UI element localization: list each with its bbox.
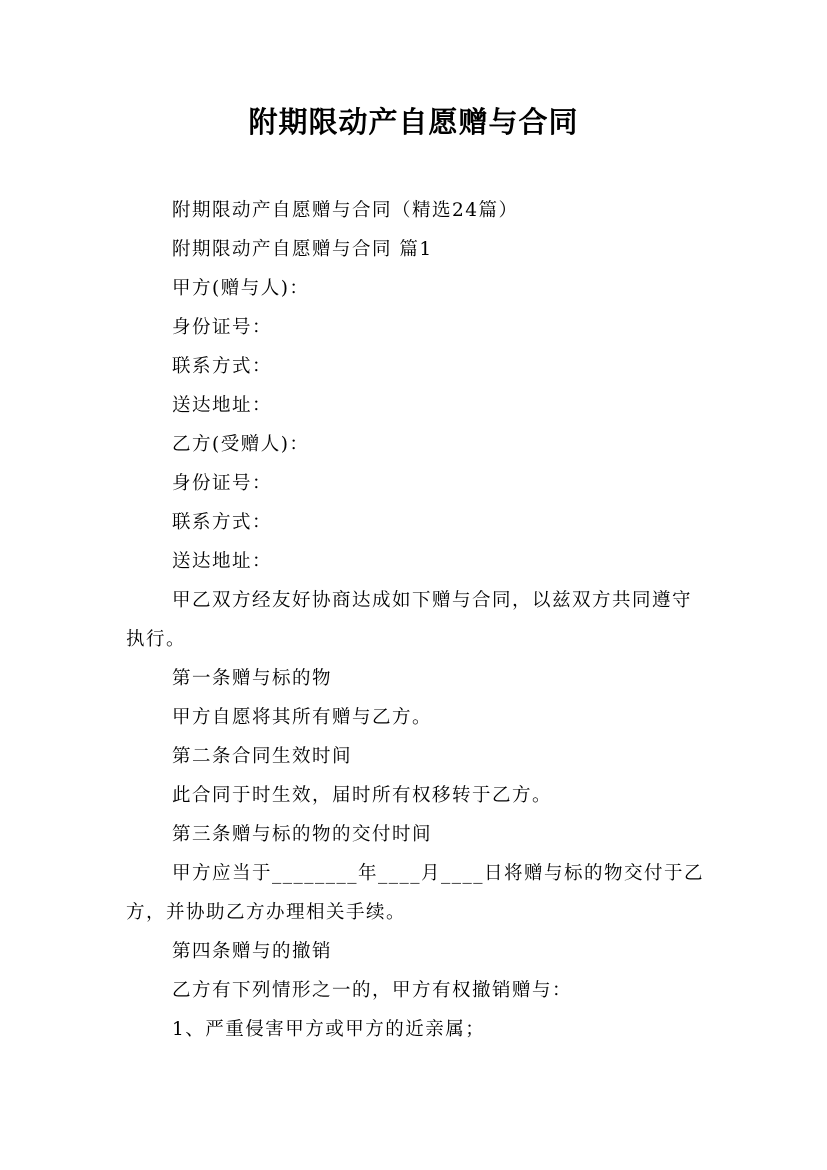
paragraph-article-4-heading: 第四条赠与的撤销 [172, 941, 333, 962]
paragraph-party-b-id: 身份证号： [172, 473, 273, 494]
paragraph-article-3-heading: 第三条赠与标的物的交付时间 [172, 824, 433, 845]
paragraph-party-b-contact: 联系方式： [172, 512, 273, 533]
paragraph-article-4-item-1: 1、严重侵害甲方或甲方的近亲属； [172, 1019, 486, 1040]
paragraph-article-2-text: 此合同于时生效，届时所有权移转于乙方。 [172, 785, 553, 806]
paragraph-party-a: 甲方(赠与人)： [172, 278, 310, 299]
paragraph-article-2-heading: 第二条合同生效时间 [172, 746, 353, 767]
paragraph-heading-collection: 附期限动产自愿赠与合同（精选24篇） [172, 200, 519, 221]
paragraph-article-1-text: 甲方自愿将其所有赠与乙方。 [172, 707, 433, 728]
paragraph-article-1-heading: 第一条赠与标的物 [172, 668, 333, 689]
document-body [126, 191, 706, 1049]
paragraph-article-3-text: 甲方应当于________年____月____日将赠与标的物交付于乙方，并协助乙方办理相关手续。 [126, 863, 705, 923]
paragraph-party-b-address: 送达地址： [172, 551, 273, 572]
paragraph-party-a-address: 送达地址： [172, 395, 273, 416]
paragraph-agreement-intro: 甲乙双方经友好协商达成如下赠与合同，以兹双方共同遵守执行。 [126, 590, 693, 650]
paragraph-heading-part1: 附期限动产自愿赠与合同 篇1 [172, 239, 433, 260]
paragraph-party-a-id: 身份证号： [172, 317, 273, 338]
paragraph-party-b: 乙方(受赠人)： [172, 434, 310, 455]
paragraph-article-4-text: 乙方有下列情形之一的，甲方有权撤销赠与： [172, 980, 573, 1001]
document-title: 附期限动产自愿赠与合同 [248, 105, 579, 139]
paragraph-party-a-contact: 联系方式： [172, 356, 273, 377]
